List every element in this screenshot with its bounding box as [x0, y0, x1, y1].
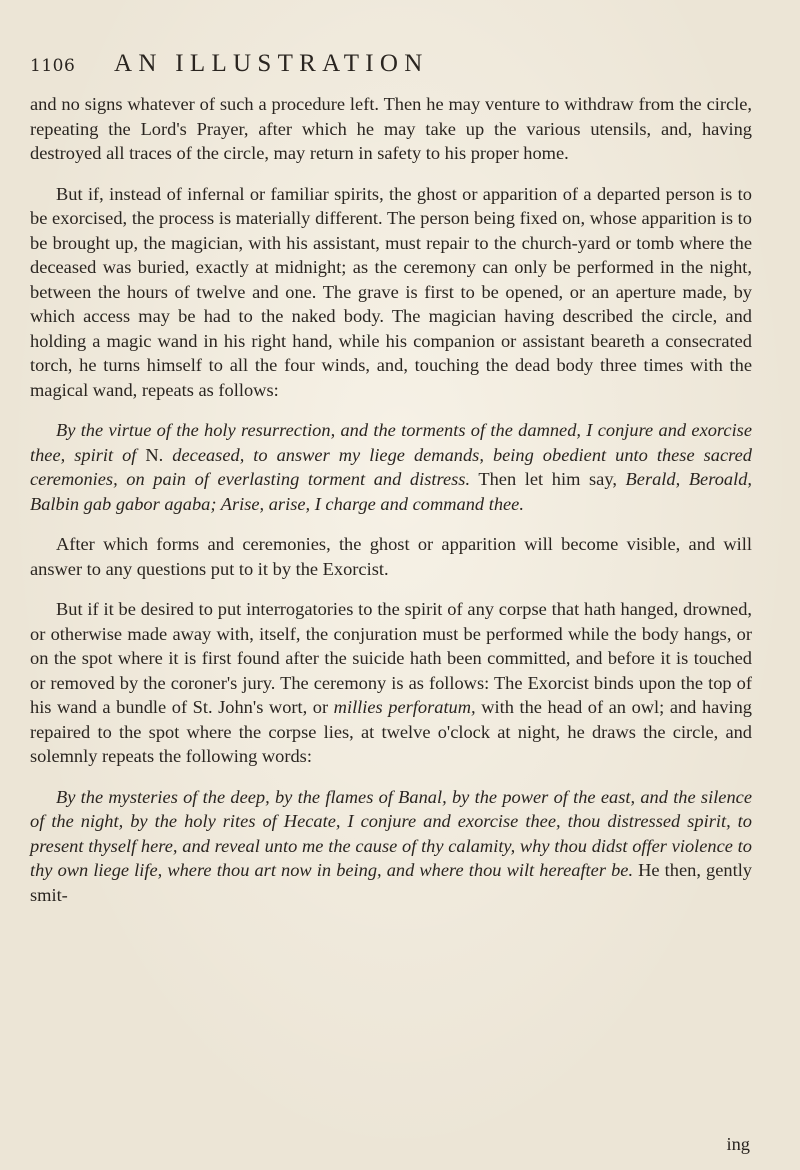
- paragraph-5-latin: millies perforatum,: [333, 697, 476, 717]
- paragraph-2: [30, 182, 752, 403]
- paragraph-3-incantation: [30, 418, 752, 516]
- incantation-part-1: By the virtue of the holy resurrection, and the torments of the damned, I conjure and exorcise thee, spirit of: [30, 420, 752, 465]
- paragraph-5-text-2: with the head of an owl; and having repaired to the spot where the corpse lies, at twelve o'clock at night, he draws the circle, and solemnly repeats the following words:: [30, 697, 752, 766]
- paragraph-4-text: After which forms and ceremonies, the ghost or apparition will become visible, and will answer to any questions put to it by the Exorcist.: [30, 534, 752, 579]
- paragraph-4: [30, 532, 752, 581]
- paragraph-2-text: But if, instead of infernal or familiar spirits, the ghost or apparition of a departed person is to be exorcised, the process is materially different. The person being fixed on, whose apparition is to be brought up, the magician, with his assistant, must repair to the church-yard or tomb where the deceased was buried, exactly at midnight; as the ceremony can only be performed in the night, between the hours of twelve and one. The grave is first to be opened, or an aperture made, by which access may be had to the naked body. The magician having described the circle, and holding a magic wand in his right hand, while his companion or assistant beareth a consecrated torch, he turns himself to all the four winds, and, touching the dead body three times with the magical wand, repeats as follows:: [30, 183, 752, 400]
- incantation-name-placeholder: N.: [136, 444, 173, 465]
- body-text: [30, 92, 752, 907]
- page-number: 1106: [30, 56, 76, 76]
- incantation-instruction: Then let him say,: [470, 469, 626, 489]
- catchword: ing: [726, 1134, 750, 1154]
- running-title: AN ILLUSTRATION: [114, 50, 429, 77]
- paragraph-6-text: He then, gently smit-: [30, 860, 753, 905]
- incantation-2: By the mysteries of the deep, by the flames of Banal, by the power of the east, and the silence of the night, by the holy rites of Hecate, I conjure and exorcise thee, thou distressed spirit, to present thyself here, and reveal unto me the cause of thy calamity, why thou didst offer violence to thy own liege life, where thou art now in being, and where thou wilt hereafter be.: [30, 786, 752, 880]
- paragraph-5-text-1: But if it be desired to put interrogatories to the spirit of any corpse that hath hanged, drowned, or otherwise made away with, itself, the conjuration must be performed while the body hangs, or on the spot where it is first found after the suicide hath been committed, and before it is touched or removed by the coroner's jury. The ceremony is as follows: The Exorcist binds upon the top of his wand a bundle of St. John's wort, or: [30, 599, 752, 717]
- incantation-part-2: deceased, to answer my liege demands, being obedient unto these sacred ceremonies, on pain of everlasting torment and distress.: [30, 444, 752, 489]
- paragraph-1: [30, 92, 752, 166]
- paragraph-6-incantation: [30, 785, 752, 908]
- paragraph-1-text: and no signs whatever of such a procedure left. Then he may venture to withdraw from the circle, repeating the Lord's Prayer, after which he may take up the various utensils, and, having destroyed all traces of the circle, may return in safety to his proper home.: [30, 94, 752, 163]
- paragraph-5: [30, 597, 752, 769]
- running-head: [30, 50, 752, 80]
- incantation-part-3: Berald, Beroald, Balbin gab gabor agaba; Arise, arise, I charge and command thee.: [30, 469, 752, 514]
